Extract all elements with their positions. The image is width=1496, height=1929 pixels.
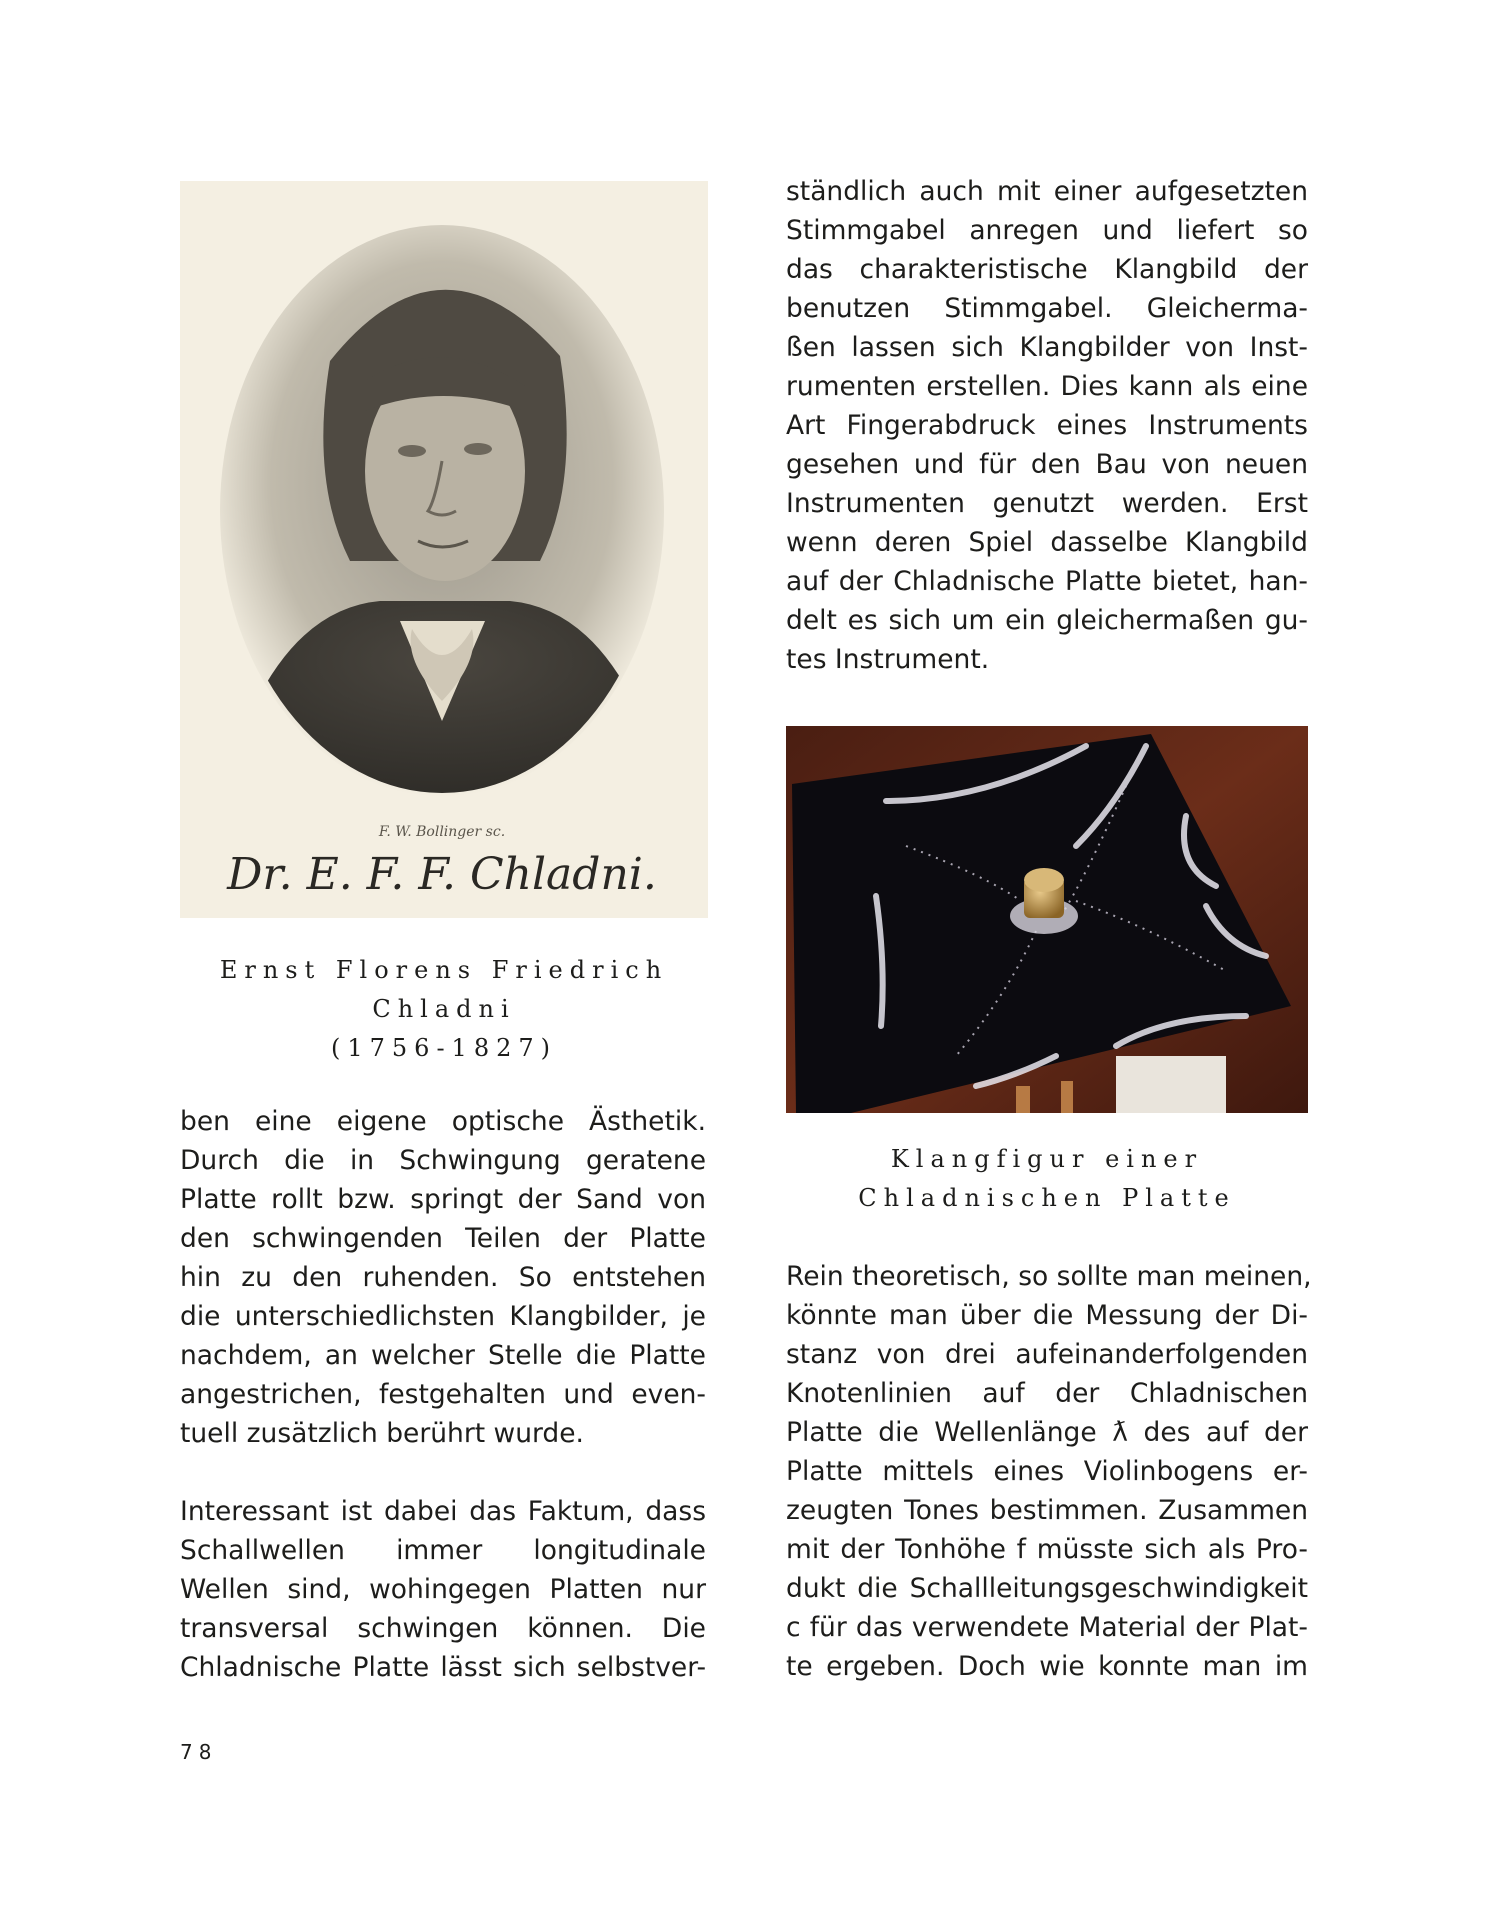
text-line: hin zu den ruhenden. So entstehen <box>180 1262 706 1293</box>
left-column <box>180 1102 706 1687</box>
engraver-signature: F. W. Bollinger sc. <box>378 824 506 840</box>
portrait-caption <box>180 951 708 1068</box>
text-line: tuell zusätzlich berührt wurde. <box>180 1418 584 1449</box>
text-line: Durch die in Schwingung geratene <box>180 1145 706 1176</box>
right-column-top <box>786 172 1308 679</box>
text-line: Platte mittels eines Violinbogens er- <box>786 1456 1308 1487</box>
text-line: Wellen sind, wohingegen Platten nur <box>180 1574 706 1605</box>
text-line: transversal schwingen können. Die <box>180 1613 706 1644</box>
right-column-bottom <box>786 1257 1312 1686</box>
text-line: Stimmgabel anregen und liefert so <box>786 215 1308 246</box>
caption-line: Ernst Florens Friedrich <box>219 956 669 984</box>
text-line: delt es sich um ein gleichermaßen gu- <box>786 605 1308 636</box>
text-line: stanz von drei aufeinanderfolgenden <box>786 1339 1308 1370</box>
right-paragraph-2 <box>786 1257 1312 1686</box>
text-line: könnte man über die Messung der Di- <box>786 1300 1308 1331</box>
page-number: 78 <box>180 1740 218 1764</box>
text-line: dukt die Schallleitungsgeschwindigkeit <box>786 1573 1308 1604</box>
portrait-engraving <box>180 181 708 918</box>
plate-photo-illustration <box>786 726 1308 1113</box>
text-line: nachdem, an welcher Stelle die Platte <box>180 1340 706 1371</box>
plate-caption <box>786 1140 1308 1218</box>
text-line: Rein theoretisch, so sollte man meinen, <box>786 1261 1312 1292</box>
text-line: Interessant ist dabei das Faktum, dass <box>180 1496 706 1527</box>
text-line: te ergeben. Doch wie konnte man im <box>786 1651 1308 1682</box>
chladni-plate-photo <box>786 726 1308 1113</box>
caption-line: Chladni <box>372 995 516 1023</box>
text-line: mit der Tonhöhe f müsste sich als Pro- <box>786 1534 1308 1565</box>
text-line: gesehen und für den Bau von neuen <box>786 449 1308 480</box>
text-line: tes Instrument. <box>786 644 990 675</box>
text-line: Knotenlinien auf der Chladnischen <box>786 1378 1308 1409</box>
text-line: benutzen Stimmgabel. Gleicherma- <box>786 293 1308 324</box>
caption-line: (1756-1827) <box>331 1034 557 1062</box>
text-line: zeugten Tones bestimmen. Zusammen <box>786 1495 1308 1526</box>
text-line: angestrichen, festgehalten und even- <box>180 1379 706 1410</box>
left-paragraph-2 <box>180 1492 706 1687</box>
text-line: das charakteristische Klangbild der <box>786 254 1308 285</box>
text-line: ständlich auch mit einer aufgesetzten <box>786 176 1308 207</box>
text-line: ben eine eigene optische Ästhetik. <box>180 1106 706 1137</box>
text-line: ßen lassen sich Klangbilder von Inst- <box>786 332 1308 363</box>
text-line: Chladnische Platte lässt sich selbstver- <box>180 1652 706 1683</box>
left-paragraph-1 <box>180 1102 706 1453</box>
right-paragraph-1 <box>786 172 1308 679</box>
text-line: wenn deren Spiel dasselbe Klangbild <box>786 527 1308 558</box>
text-line: Instrumenten genutzt werden. Erst <box>786 488 1308 519</box>
text-line: die unterschiedlichsten Klangbilder, je <box>180 1301 706 1332</box>
text-line: Platte rollt bzw. springt der Sand von <box>180 1184 706 1215</box>
caption-line: Chladnischen Platte <box>858 1184 1236 1212</box>
text-line: c für das verwendete Material der Plat- <box>786 1612 1308 1643</box>
text-line: auf der Chladnische Platte bietet, han- <box>786 566 1308 597</box>
text-line: Art Fingerabdruck eines Instruments <box>786 410 1308 441</box>
caption-line: Klangfigur einer <box>890 1145 1204 1173</box>
text-line: Schallwellen immer longitudinale <box>180 1535 706 1566</box>
text-line: den schwingenden Teilen der Platte <box>180 1223 706 1254</box>
text-line: Platte die Wellenlänge ƛ des auf der <box>786 1417 1308 1448</box>
chladni-portrait-image <box>180 181 708 918</box>
portrait-inscription: Dr. E. F. F. Chladni. <box>227 849 657 900</box>
text-line: rumenten erstellen. Dies kann als eine <box>786 371 1308 402</box>
